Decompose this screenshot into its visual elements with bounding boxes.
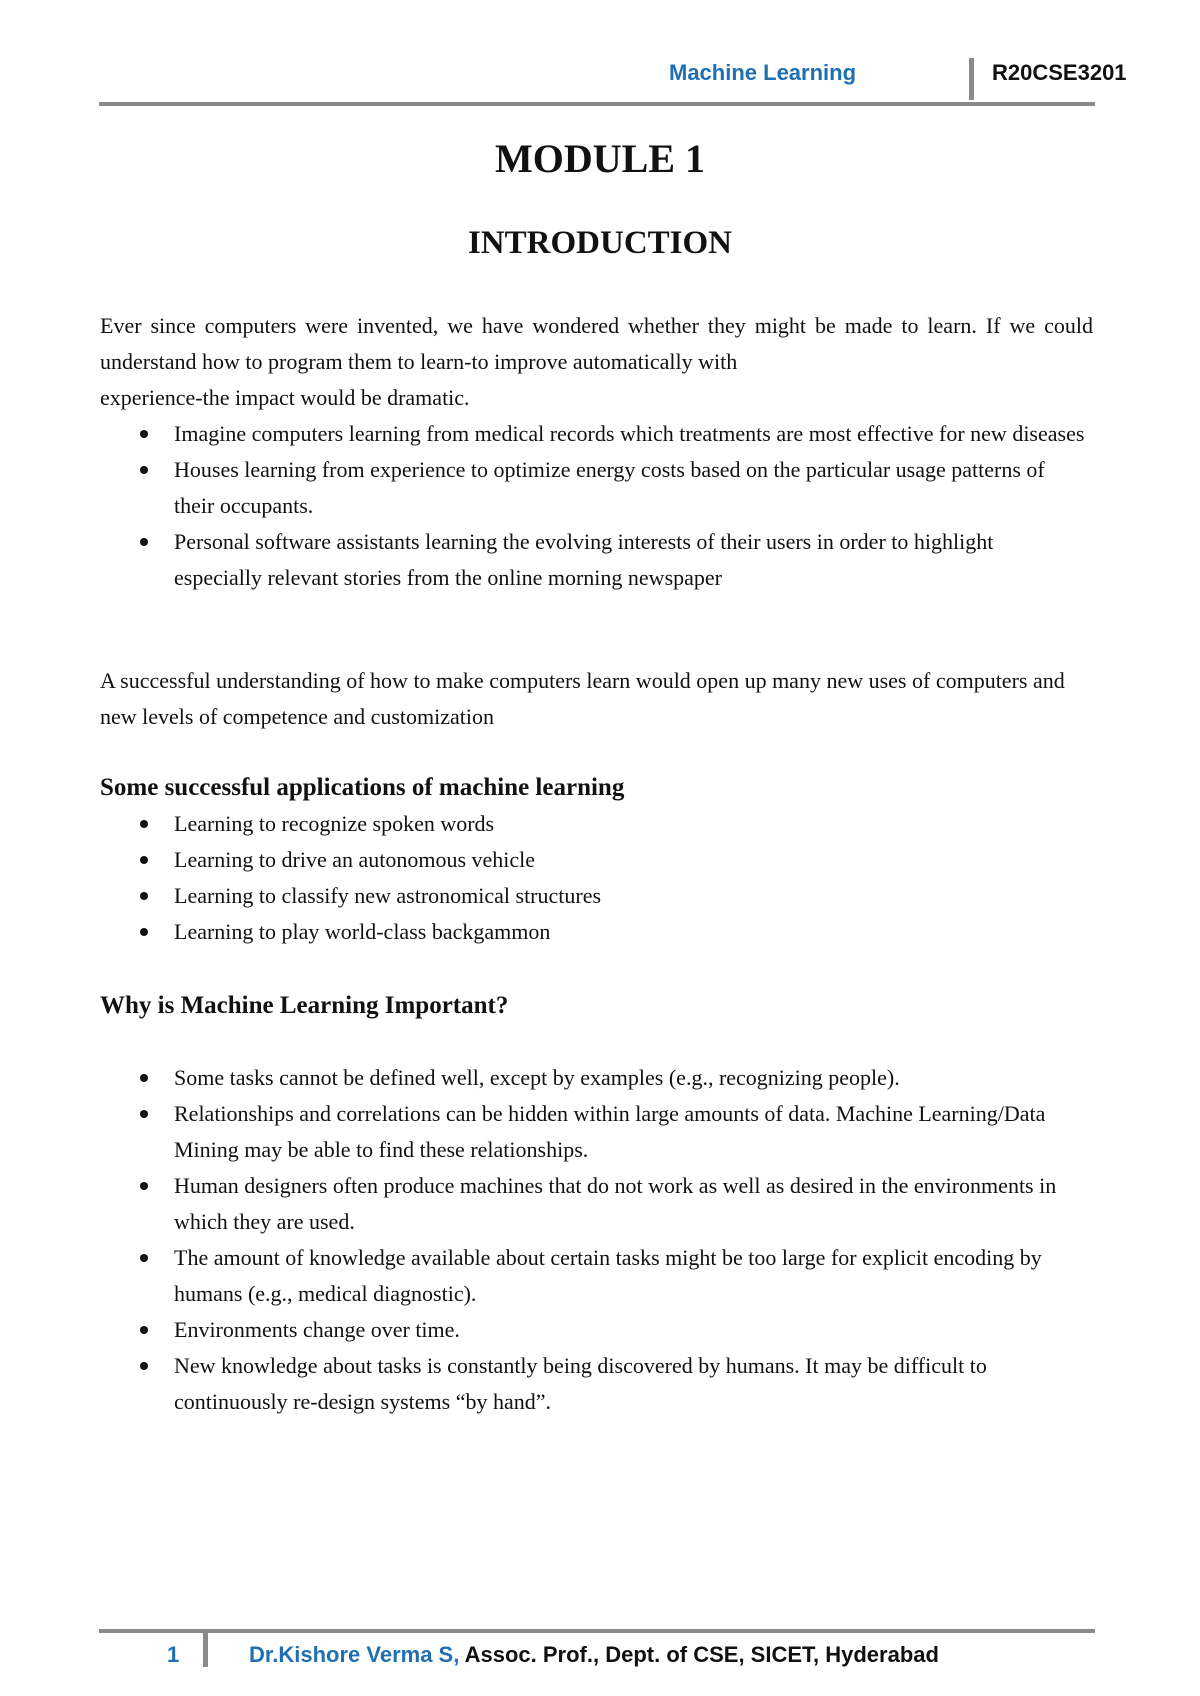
page-number: 1	[167, 1642, 180, 1667]
applications-section	[100, 770, 1093, 950]
author-affiliation: Assoc. Prof., Dept. of CSE, SICET, Hyderabad	[464, 1642, 939, 1667]
list-item: Relationships and correlations can be hidden within large amounts of data. Machine Learning/Data Mining may be able to find these relationships.	[100, 1096, 1093, 1168]
importance-list	[100, 1060, 1093, 1420]
section-title: INTRODUCTION	[467, 225, 733, 261]
footer-rule	[99, 1629, 1095, 1633]
summary-paragraph: A successful understanding of how to make computers learn would open up many new uses of computers and new levels of competence and customization	[100, 668, 1065, 729]
list-item: Learning to classify new astronomical structures	[100, 878, 1093, 914]
list-item: Environments change over time.	[100, 1312, 1093, 1348]
course-title: Machine Learning	[669, 60, 857, 85]
list-item: Learning to play world-class backgammon	[100, 914, 1093, 950]
applications-list	[100, 806, 1093, 950]
intro-bullet-list	[100, 416, 1093, 596]
course-code: R20CSE3201	[992, 60, 1127, 85]
list-item: Personal software assistants learning the evolving interests of their users in order to highlight especially relevant stories from the online morning newspaper	[100, 524, 1093, 596]
author-line	[249, 1642, 939, 1668]
intro-section	[100, 308, 1093, 596]
list-item: Some tasks cannot be defined well, except by examples (e.g., recognizing people).	[100, 1060, 1093, 1096]
module-title: MODULE 1	[495, 136, 705, 181]
intro-paragraph-last-line: experience-the impact would be dramatic.	[100, 385, 470, 410]
header-rule	[99, 102, 1095, 106]
list-item: Learning to drive an autonomous vehicle	[100, 842, 1093, 878]
list-item: Learning to recognize spoken words	[100, 806, 1093, 842]
page-footer	[99, 1629, 1095, 1679]
author-name: Dr.Kishore Verma S,	[249, 1642, 460, 1667]
header-divider	[969, 58, 974, 100]
footer-divider	[203, 1633, 208, 1667]
intro-paragraph	[100, 308, 1093, 416]
list-item: Human designers often produce machines that do not work as well as desired in the environments in which they are used.	[100, 1168, 1093, 1240]
list-item: The amount of knowledge available about certain tasks might be too large for explicit encoding by humans (e.g., medical diagnostic).	[100, 1240, 1093, 1312]
importance-heading: Why is Machine Learning Important?	[100, 992, 509, 1019]
summary-section	[100, 663, 1093, 735]
intro-paragraph-body: Ever since computers were invented, we have wondered whether they might be made to learn. If we could understand how to program them to learn-to improve automatically with	[100, 313, 1093, 374]
importance-list-container	[100, 1060, 1093, 1420]
list-item: New knowledge about tasks is constantly being discovered by humans. It may be difficult to continuously re-design systems “by hand”.	[100, 1348, 1093, 1420]
page-header	[99, 58, 1127, 106]
importance-section	[100, 988, 1093, 1024]
applications-heading: Some successful applications of machine learning	[100, 774, 625, 801]
list-item: Imagine computers learning from medical records which treatments are most effective for new diseases	[100, 416, 1093, 452]
list-item: Houses learning from experience to optimize energy costs based on the particular usage patterns of their occupants.	[100, 452, 1093, 524]
